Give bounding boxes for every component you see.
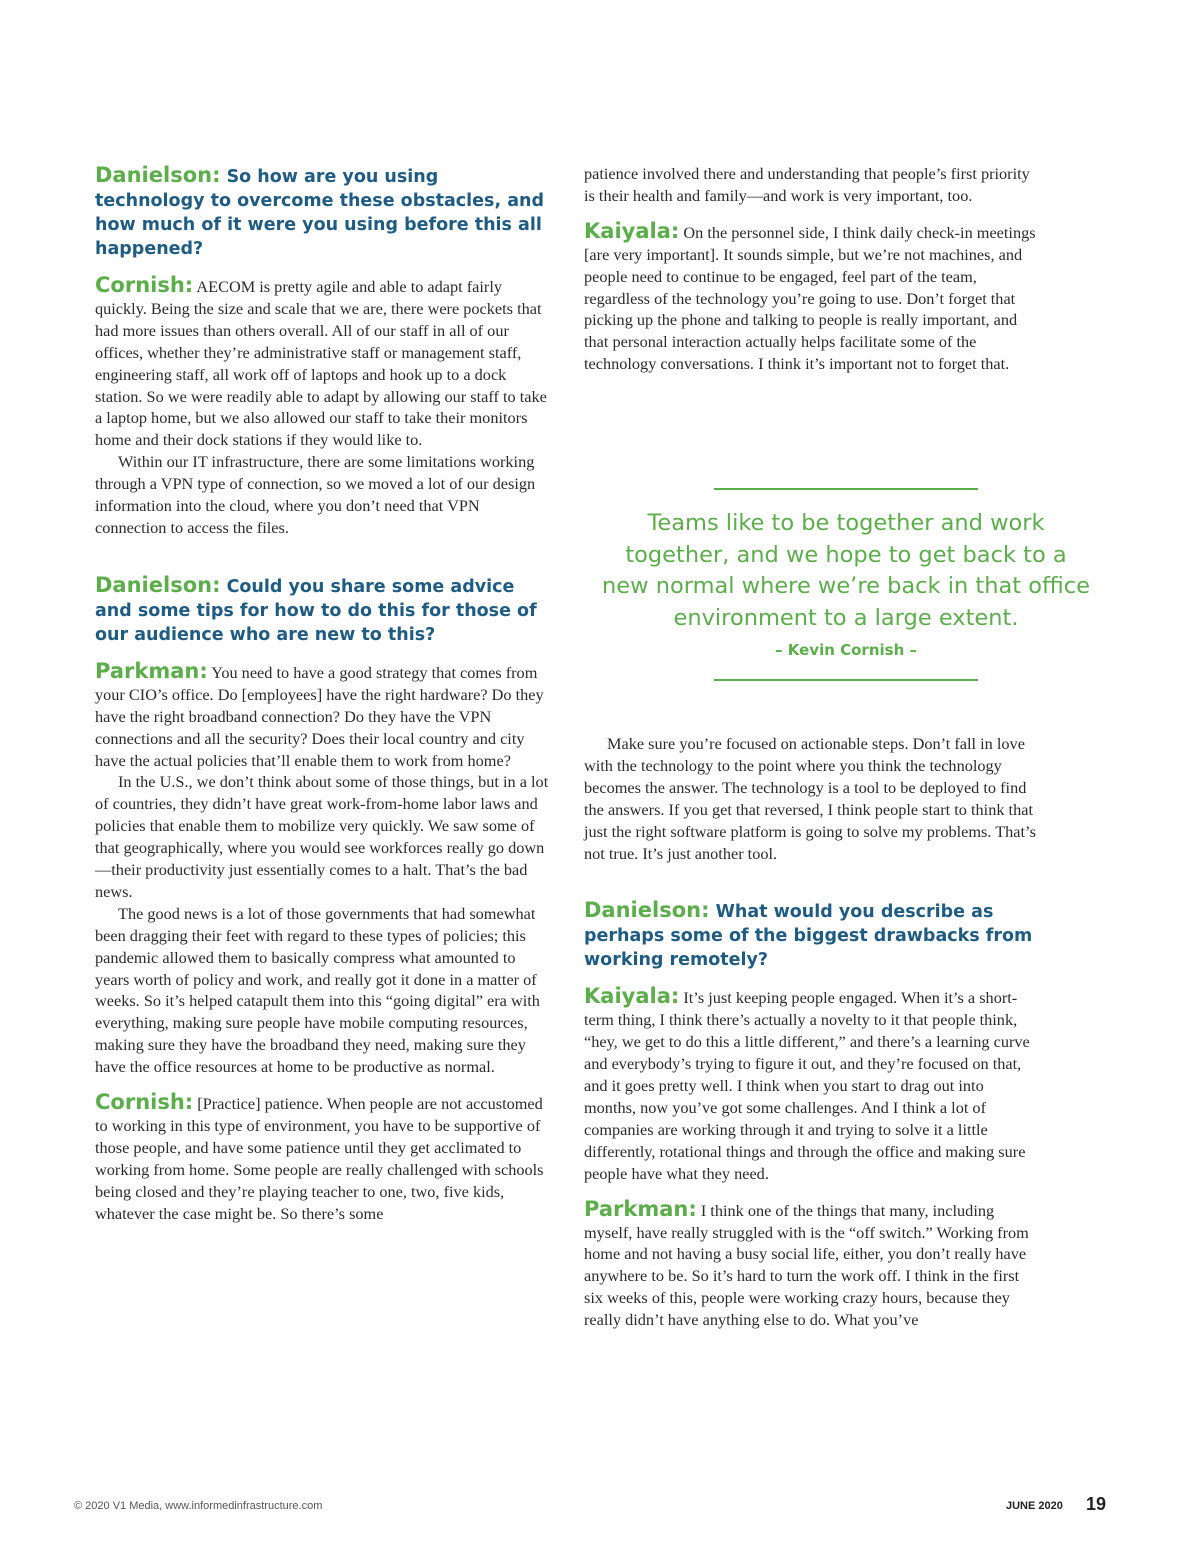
answer-text: AECOM is pretty agile and able to adapt fairly quickly. Being the size and scale that we are, there were pockets that had more issues than others overall. All of our staff in all of our offices, whether they’re administrative staff or management staff, engineering staff, all work off of laptops and hook up to a dock station. So we were readily able to adapt by allowing our staff to take a laptop home, but we also allowed our staff to take their monitors home and their dock stations if they would like to. bbox=[95, 277, 547, 450]
pull-quote-top-rule bbox=[714, 488, 978, 490]
question-3 bbox=[584, 898, 1039, 972]
question-text: What would you describe as perhaps some of the biggest drawbacks from working remotely? bbox=[584, 902, 1033, 971]
answer-5-para-1 bbox=[584, 986, 1039, 1184]
answer-1-para-2: Within our IT infrastructure, there are some limitations working through a VPN type of connection, so we moved a lot of our design information into the cloud, where you don’t need that VPN connection to access the files. bbox=[95, 452, 536, 537]
footer-issue-date: JUNE 2020 bbox=[1006, 1500, 1063, 1512]
speaker-name: Danielson: bbox=[95, 572, 221, 597]
speaker-name: Cornish: bbox=[95, 273, 194, 297]
pull-quote bbox=[600, 488, 1092, 681]
answer-2-para-3: The good news is a lot of those governments that had somewhat been dragging their feet with regard to these types of policies; this pandemic allowed them to basically compress what amounted to years worth of policy and work, and really got it done in a matter of weeks. So it’s helped catapult them into this “going digital” era with everything, making sure people have mobile computing resources, making sure they have the broadband they need, making sure they have the office resources at home to be productive as normal. bbox=[95, 903, 540, 1077]
speaker-name: Kaiyala: bbox=[584, 218, 680, 243]
right-column-bottom bbox=[584, 733, 1039, 1331]
pull-quote-text: Teams like to be together and work together, and we hope to get back to a new normal where we’re back in that office environment to a large extent. bbox=[602, 510, 1090, 632]
speaker-name: Danielson: bbox=[95, 163, 221, 187]
speaker-name: Cornish: bbox=[95, 1090, 194, 1115]
answer-1-para-1 bbox=[95, 275, 550, 451]
answer-text: It’s just keeping people engaged. When it’s a short-term thing, I think there’s actually a novelty to it that people think, “hey, we get to do this a little different,” and there’s a learning curve and everybody’s trying to figure it out, and they’re focused on that, and it goes pretty well. I think when you start to drag out into months, now you’ve got some challenges. And I think a lot of companies are working through it and trying to solve it a little differently, rotational things and through the office and making sure people have what they need. bbox=[584, 988, 1030, 1183]
page-number: 19 bbox=[1086, 1494, 1107, 1514]
question-1 bbox=[95, 163, 550, 261]
answer-6-para-1 bbox=[584, 1196, 1039, 1331]
answer-2-para-2: In the U.S., we don’t think about some of those things, but in a lot of countries, they didn’t have great work-from-home labor laws and policies that enable them to mobilize very quickly. We saw some of that geographically, where you would see workforces really go down—their productivity just essentially comes to a halt. That’s the bad news. bbox=[95, 772, 549, 901]
speaker-name: Parkman: bbox=[95, 658, 208, 683]
answer-text: On the personnel side, I think daily check-in meetings [are very important]. It sounds simple, but we’re not machines, and people need to continue to be engaged, feel part of the team, regardless of the technology you’re going to use. Don’t forget that picking up the phone and talking to people is really important, and that personal interaction actually helps facilitate some of the technology conversations. I think it’s important not to forget that. bbox=[584, 222, 1036, 374]
continued-text-1: patience involved there and understanding that people’s first priority is their health and family—and work is very important, too. bbox=[584, 164, 1030, 205]
answer-text: I think one of the things that many, including myself, have really struggled with is the “off switch.” Working from home and not having a busy social life, either, you don’t really have anywhere to be. So it’s hard to turn the work off. I think in the first six weeks of this, people were working crazy hours, because they really didn’t have anything else to do. What you’ve bbox=[584, 1200, 1029, 1330]
question-2 bbox=[95, 573, 550, 647]
question-text: So how are you using technology to overcome these obstacles, and how much of it were you using before this all happened? bbox=[95, 167, 545, 259]
answer-4-para-1 bbox=[584, 218, 1039, 375]
left-column bbox=[95, 163, 550, 1225]
pull-quote-bottom-rule bbox=[714, 679, 978, 681]
speaker-name: Parkman: bbox=[584, 1196, 697, 1221]
question-text: Could you share some advice and some tips for how to do this for those of our audience who are new to this? bbox=[95, 576, 537, 645]
answer-text: You need to have a good strategy that comes from your CIO’s office. Do [employees] have the right hardware? Do they have the right broadband connection? Do they have the VPN connections and all the security? Does their local country and city have the actual policies that’ll enable them to work from home? bbox=[95, 662, 544, 770]
right-column-top bbox=[584, 163, 1039, 375]
footer-copyright: © 2020 V1 Media, www.informedinfrastructure.com bbox=[74, 1500, 323, 1512]
speaker-name: Kaiyala: bbox=[584, 984, 680, 1009]
answer-3-para-1 bbox=[95, 1092, 550, 1224]
pull-quote-attribution: – Kevin Cornish – bbox=[775, 640, 917, 659]
answer-text: [Practice] patience. When people are not accustomed to working in this type of environment, you have to be supportive of those people, and have some patience until they get acclimated to working from home. Some people are really challenged with schools being closed and they’re playing teacher to one, two, five kids, whatever the case might be. So there’s some bbox=[95, 1094, 544, 1223]
answer-2-para-1 bbox=[95, 658, 550, 772]
continued-text-2: Make sure you’re focused on actionable steps. Don’t fall in love with the technology to the point where you think the technology becomes the answer. The technology is a tool to be deployed to find the answers. If you get that reversed, I think people start to think that just the right software platform is going to solve my problems. That’s not true. It’s just another tool. bbox=[584, 734, 1036, 863]
speaker-name: Danielson: bbox=[584, 898, 710, 923]
